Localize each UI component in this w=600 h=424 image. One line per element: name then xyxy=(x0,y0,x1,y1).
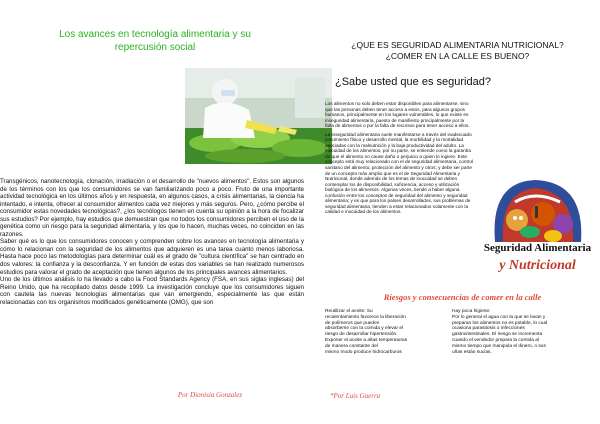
risk-line: recalentamiento favorece la liberación xyxy=(325,314,406,320)
left-paragraph: Uno de los últimos análisis lo ha llevado a cabo la Food Standards Agency (FSA, en sus siglas inglesas) del Reino Unido, que ha recopilado datos desde 1999. La investigación concluye que los consumidores siguen con cautela las nuevas tecnologías alimentarias que van emergiendo, especialmente las que están relacionadas con los organismos modificados genéticamente (OMG), que son xyxy=(0,276,304,306)
right-paragraph: La inseguridad alimentaria suele manifestarse a través del inadecuado crecimiento físico y desarrollo mental, la morbilidad y la mortalidad asociadas con la malnutrición y la baja productividad del adulto. La inocuidad de los alimentos, por su parte, se entiende como la garantía de que el alimento no cause daño o perjuicio a quien lo ingiere. Este concepto está muy relacionado con el de seguridad alimentaria, control sanitario del alimento, protección del alimento y otros; y debe ser parte de un concepto más amplio que es el de Seguridad Alimentaria y Nutricional, donde además de los temas de inocuidad se deben contemplar los de disponibilidad, suficiencia, acceso y utilización biológica de los alimentos. Algunas veces, tiende a haber alguna confusión entre los conceptos de seguridad del alimento y seguridad alimentaria; y es que para los países desarrollados, sus problemas de seguridad alimentaria, tienden a estar relacionados solamente con la calidad e inocuidad de los alimentos. xyxy=(325,131,474,215)
title-line-1: ¿QUE ES SEGURIDAD ALIMENTARIA NUTRICIONAL? xyxy=(351,40,564,50)
risk-line: de manera constante del xyxy=(325,343,378,349)
risk-line: riesgo de desarrollar hipertensión. xyxy=(325,332,398,338)
risk-line: Por lo general el agua con la que se lavan y xyxy=(452,314,546,320)
left-paragraph: Transgénicos, nanotecnología, clonación, irradiación o el desarrollo de "nuevos alimentos". Estos son algunos de los términos con los que los consumidores se van familiarizando poco a poco. Fruto de una importante actividad tecnológica en los últimos años y en respuesta, en algunos casos, a crisis alimentarias, la ciencia ha intentado, e intenta, ofrecer al consumidor alimentos cada vez mejores y más seguros. Pero, ¿cómo percibe el consumidor estas novedades tecnológicas?, ¿los tecnólogos tienen en cuenta su opinión a la hora de focalizar sus estudios? Por ejemplo, hay estudios que demuestran que no todos los consumidores perciben el uso de la genética como un riesgo para la seguridad alimentaria, y los que lo hacen, muchas veces, no coinciden en las razones. xyxy=(0,178,304,238)
risk-poor-hygiene xyxy=(452,309,572,355)
risk-line: preparan los alimentos no es potable, lo cual xyxy=(452,320,548,326)
right-article-body xyxy=(325,101,473,218)
right-article-title xyxy=(345,40,570,62)
risk-line: Hay poca higiene: xyxy=(452,309,491,314)
left-paragraph: Saber qué es lo que los consumidores conocen y comprenden sobre los avances en tecnología alimentaria y cómo lo relacionan con la seguridad de los alimentos que adquieren es una tarea cuanto menos laboriosa. Hasta hace poco las metodologías para determinar cuál es el grado de "cultura científica" se han centrado en dos valores: la confianza y la desconfianza. Y en función de estas dos variables se han realizado numerosos estudios para valorar el grado de aceptación que tienen algunos de los principales avances alimentarios. xyxy=(0,238,304,276)
risk-line: mismo modo produce hidrocarburos xyxy=(325,349,402,355)
lab-worker-photo xyxy=(185,68,332,164)
left-article-title: Los avances en tecnología alimentaria y su repercusión social xyxy=(59,29,251,53)
left-byline: Por Dionisia Gonzalez xyxy=(177,391,243,399)
risk-reuse-oil xyxy=(325,309,443,355)
title-line-2: ¿COMER EN LA CALLE ES BUENO? xyxy=(385,51,530,61)
risk-line: absorberse con la comida y elevar el xyxy=(325,326,404,332)
section-question: ¿Sabe usted que es seguridad? xyxy=(335,76,491,88)
logo-line-2: y Nutricional xyxy=(499,258,576,273)
risk-line: mismo tiempo que manipula el dinero, o sus xyxy=(452,343,546,349)
risk-line: de polímeros que pueden xyxy=(325,320,380,326)
left-article-body xyxy=(0,178,304,306)
seguridad-alimentaria-logo xyxy=(475,172,600,287)
risk-line: cuando el vendedor prepara la comida al xyxy=(452,337,539,343)
logo-line-1: Seguridad Alimentaria xyxy=(483,242,592,254)
risk-line: ocasiona parasitosis o infecciones xyxy=(452,326,525,332)
risk-line: gastrointestinales. El riesgo se incrementa xyxy=(452,332,543,338)
risk-line: Reutilizar el aceite: Su xyxy=(325,309,373,314)
risk-line: uñas están sucias. xyxy=(452,349,492,355)
right-paragraph: Los alimentos no solo deben estar disponibles para alimentarse, sino que las personas deben tener acceso a estos, para algunos grupos humanos, principalmente en los lugares vulnerables, lo que existe es inseguridad alimentaria, puesto de manifiesto principalmente por la falta de alimentos o por la falta de recursos para tener acceso a ellos. xyxy=(325,101,470,129)
right-byline: *Por Luis Guerra xyxy=(330,392,381,400)
riesgos-heading: Riesgos y consecuencias de comer en la calle xyxy=(383,292,542,302)
risk-line: Exponer el aceite a altas temperaturas xyxy=(325,337,408,343)
